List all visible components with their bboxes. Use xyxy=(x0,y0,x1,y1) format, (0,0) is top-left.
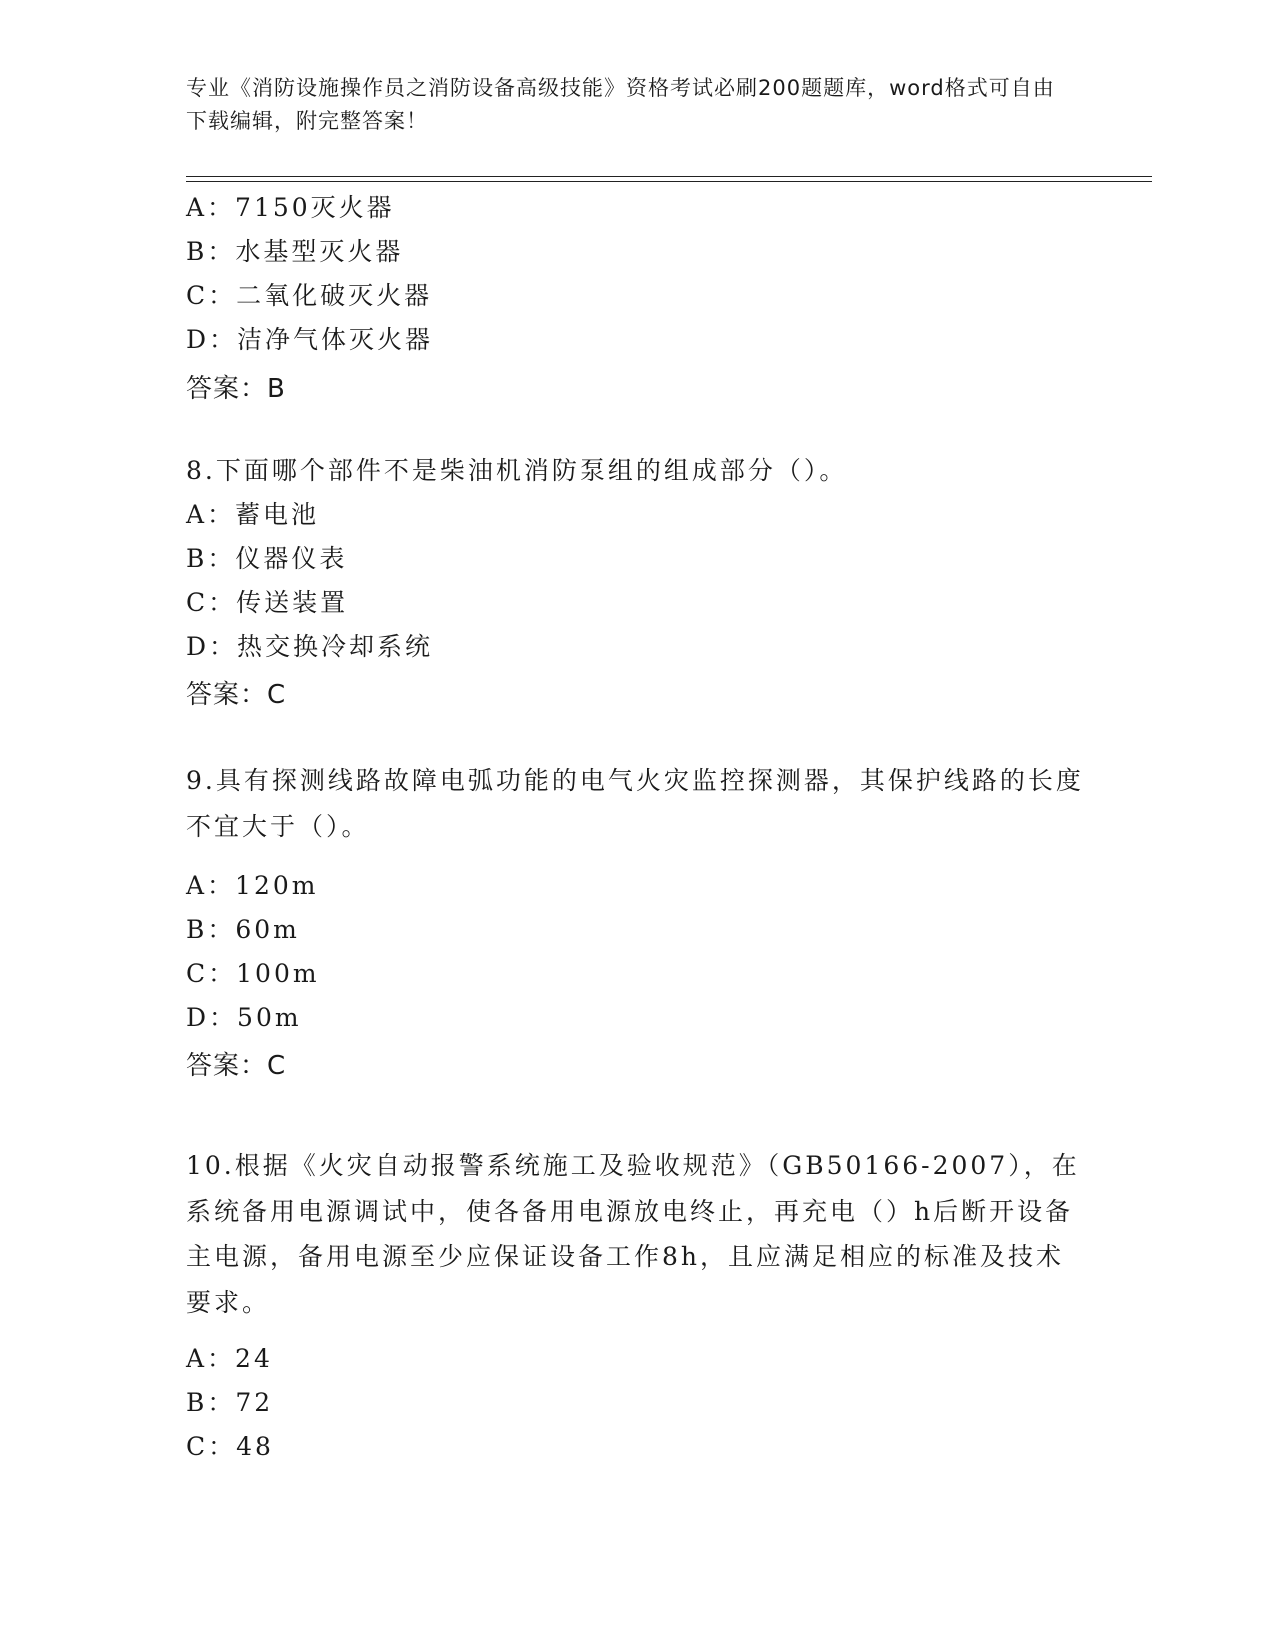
q10-option-b: B：72 xyxy=(186,1388,274,1417)
q8-option-a: A：蓄电池 xyxy=(186,500,320,529)
q7-option-b: B：水基型灭火器 xyxy=(186,237,404,266)
header-divider-bottom xyxy=(186,181,1152,182)
q7-answer: 答案：B xyxy=(186,374,286,404)
q8-option-b: B：仪器仪表 xyxy=(186,544,348,573)
q8-answer: 答案：C xyxy=(186,680,287,710)
q8-question: 8.下面哪个部件不是柴油机消防泵组的组成部分（）。 xyxy=(186,456,848,485)
q7-option-c: C：二氧化破灭火器 xyxy=(186,281,433,310)
q10-option-a: A：24 xyxy=(186,1344,273,1373)
q10-option-c: C：48 xyxy=(186,1432,274,1461)
q10-question: 10.根据《火灾自动报警系统施工及验收规范》（GB50166-2007），在系统备用电源调试中，使各备用电源放电终止，再充电（）h后断开设备主电源，备用电源至少应保证设备工作8h，且应满足相应的标准及技术要求。 xyxy=(186,1151,1080,1317)
q8-option-d: D：热交换冷却系统 xyxy=(186,632,434,661)
q9-question: 9.具有探测线路故障电弧功能的电气火灾监控探测器，其保护线路的长度不宜大于（）。 xyxy=(186,766,1084,841)
q9-option-d: D：50m xyxy=(186,1003,302,1032)
q9-option-b: B：60m xyxy=(186,915,300,944)
q7-option-d: D：洁净气体灭火器 xyxy=(186,325,434,354)
document-header: 专业《消防设施操作员之消防设备高级技能》资格考试必刷200题题库，word格式可自由下载编辑，附完整答案！ xyxy=(186,76,1055,133)
q7-option-a: A：7150灭火器 xyxy=(186,193,395,222)
q9-answer: 答案：C xyxy=(186,1051,287,1081)
q9-option-a: A：120m xyxy=(186,871,319,900)
q8-option-c: C：传送装置 xyxy=(186,588,349,617)
header-divider-top xyxy=(186,176,1152,177)
q9-option-c: C：100m xyxy=(186,959,320,988)
